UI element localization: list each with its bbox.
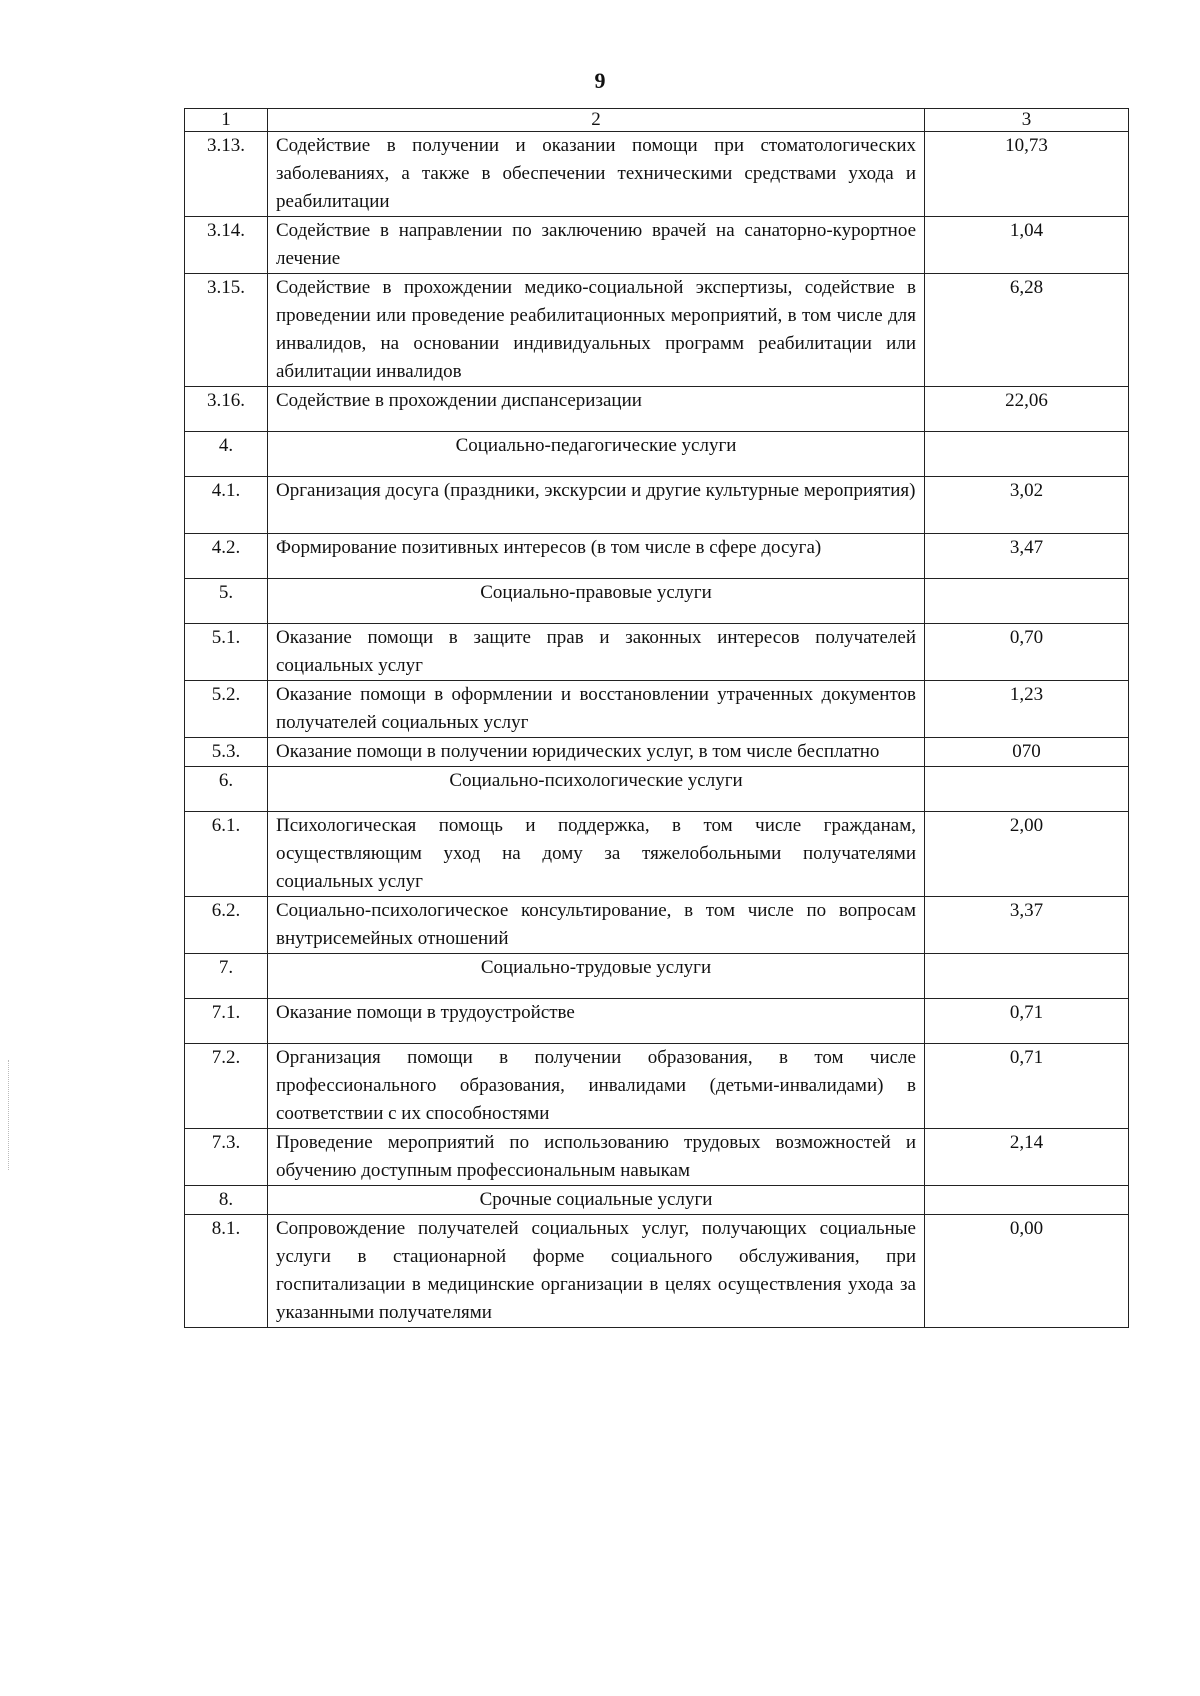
table-row xyxy=(185,812,1129,897)
row-description: Оказание помощи в защите прав и законных интересов получателей социальных услуг xyxy=(268,624,925,681)
row-value: 22,06 xyxy=(925,387,1129,432)
row-value xyxy=(925,1186,1129,1215)
row-number: 6.2. xyxy=(185,897,268,954)
section-row xyxy=(185,1186,1129,1215)
row-description: Содействие в получении и оказании помощи при стоматологических заболеваниях, а также в обеспечении техническими средствами ухода и реабилитации xyxy=(268,132,925,217)
row-value: 3,47 xyxy=(925,534,1129,579)
table-row xyxy=(185,534,1129,579)
row-value xyxy=(925,767,1129,812)
section-number: 4. xyxy=(185,432,268,477)
row-description: Организация досуга (праздники, экскурсии и другие культурные мероприятия) xyxy=(268,477,925,534)
row-number: 3.16. xyxy=(185,387,268,432)
row-number: 3.15. xyxy=(185,274,268,387)
row-value: 2,00 xyxy=(925,812,1129,897)
table-row xyxy=(185,624,1129,681)
row-value xyxy=(925,954,1129,999)
row-number: 3.14. xyxy=(185,217,268,274)
section-number: 7. xyxy=(185,954,268,999)
header-col-3: 3 xyxy=(925,109,1129,132)
row-number: 7.3. xyxy=(185,1129,268,1186)
section-title: Социально-трудовые услуги xyxy=(268,954,925,999)
row-number: 3.13. xyxy=(185,132,268,217)
row-number: 6.1. xyxy=(185,812,268,897)
row-description: Оказание помощи в оформлении и восстановлении утраченных документов получателей социальных услуг xyxy=(268,681,925,738)
row-number: 4.1. xyxy=(185,477,268,534)
row-value: 1,23 xyxy=(925,681,1129,738)
section-title: Социально-педагогические услуги xyxy=(268,432,925,477)
row-number: 7.2. xyxy=(185,1044,268,1129)
row-description: Проведение мероприятий по использованию трудовых возможностей и обучению доступным профессиональным навыкам xyxy=(268,1129,925,1186)
page-number: 9 xyxy=(594,68,606,93)
row-number: 7.1. xyxy=(185,999,268,1044)
section-title: Социально-психологические услуги xyxy=(268,767,925,812)
row-description: Формирование позитивных интересов (в том числе в сфере досуга) xyxy=(268,534,925,579)
row-value: 1,04 xyxy=(925,217,1129,274)
row-description: Психологическая помощь и поддержка, в том числе гражданам, осуществляющим уход на дому за тяжелобольными получателями социальных услуг xyxy=(268,812,925,897)
row-description: Содействие в направлении по заключению врачей на санаторно-курортное лечение xyxy=(268,217,925,274)
row-value: 0,00 xyxy=(925,1215,1129,1328)
table-row xyxy=(185,681,1129,738)
row-description: Организация помощи в получении образования, в том числе профессионального образования, инвалидами (детьми-инвалидами) в соответствии с их способностями xyxy=(268,1044,925,1129)
header-col-1: 1 xyxy=(185,109,268,132)
table-row xyxy=(185,274,1129,387)
table-header-row xyxy=(185,109,1129,132)
section-number: 6. xyxy=(185,767,268,812)
section-row xyxy=(185,954,1129,999)
table-row xyxy=(185,897,1129,954)
table-row xyxy=(185,1215,1129,1328)
margin-scan-marks xyxy=(8,1060,11,1170)
row-value: 0,71 xyxy=(925,999,1129,1044)
section-row xyxy=(185,767,1129,812)
header-col-2: 2 xyxy=(268,109,925,132)
row-value xyxy=(925,579,1129,624)
section-number: 5. xyxy=(185,579,268,624)
services-table xyxy=(184,108,1129,1328)
section-title: Социально-правовые услуги xyxy=(268,579,925,624)
row-number: 4.2. xyxy=(185,534,268,579)
row-value: 3,02 xyxy=(925,477,1129,534)
section-row xyxy=(185,579,1129,624)
row-number: 5.1. xyxy=(185,624,268,681)
table-row xyxy=(185,132,1129,217)
row-description: Содействие в прохождении медико-социальной экспертизы, содействие в проведении или проведение реабилитационных мероприятий, в том числе для инвалидов, на основании индивидуальных программ реабилитации или абилитации инвалидов xyxy=(268,274,925,387)
table-row xyxy=(185,217,1129,274)
row-description: Оказание помощи в получении юридических услуг, в том числе бесплатно xyxy=(268,738,925,767)
row-number: 5.3. xyxy=(185,738,268,767)
row-description: Социально-психологическое консультирование, в том числе по вопросам внутрисемейных отношений xyxy=(268,897,925,954)
table-row xyxy=(185,477,1129,534)
row-value: 0,71 xyxy=(925,1044,1129,1129)
row-description: Оказание помощи в трудоустройстве xyxy=(268,999,925,1044)
row-number: 5.2. xyxy=(185,681,268,738)
row-value: 6,28 xyxy=(925,274,1129,387)
row-description: Содействие в прохождении диспансеризации xyxy=(268,387,925,432)
table-row xyxy=(185,1129,1129,1186)
table-row xyxy=(185,1044,1129,1129)
table-row xyxy=(185,738,1129,767)
row-value: 3,37 xyxy=(925,897,1129,954)
section-row xyxy=(185,432,1129,477)
row-value: 070 xyxy=(925,738,1129,767)
row-value: 10,73 xyxy=(925,132,1129,217)
row-number: 8.1. xyxy=(185,1215,268,1328)
section-number: 8. xyxy=(185,1186,268,1215)
row-value: 0,70 xyxy=(925,624,1129,681)
row-value: 2,14 xyxy=(925,1129,1129,1186)
section-title: Срочные социальные услуги xyxy=(268,1186,925,1215)
row-value xyxy=(925,432,1129,477)
table-row xyxy=(185,387,1129,432)
table-row xyxy=(185,999,1129,1044)
row-description: Сопровождение получателей социальных услуг, получающих социальные услуги в стационарной форме социального обслуживания, при госпитализации в медицинские организации в целях осуществления ухода за указанными получателями xyxy=(268,1215,925,1328)
